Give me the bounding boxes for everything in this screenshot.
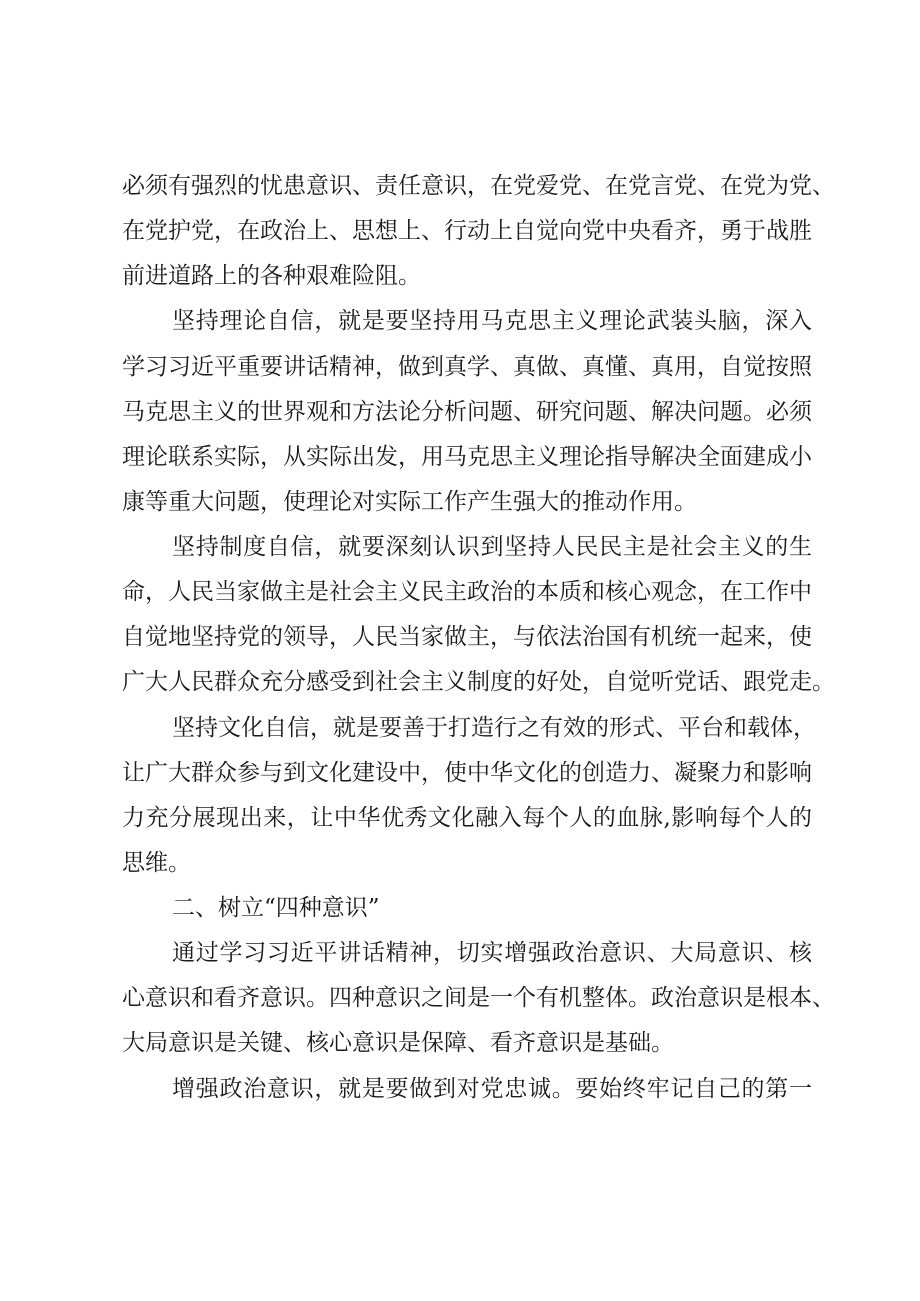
text-line: 命，人民当家做主是社会主义民主政治的本质和核心观念，在工作中 [122, 579, 812, 605]
text-line: 力充分展现出来，让中华优秀文化融入每个人的血脉,影响每个人的 [122, 805, 812, 831]
text-line: 增强政治意识，就是要做到对党忠诚。要始终牢记自己的第一 [172, 1076, 812, 1102]
text-line: 前进道路上的各种艰难险阻。 [122, 263, 421, 289]
text-line: 通过学习习近平讲话精神，切实增强政治意识、大局意识、核 [172, 940, 812, 966]
text-line: 必须有强烈的忧患意识、责任意识，在党爱党、在党言党、在党为党、 [122, 173, 835, 199]
text-line: 马克思主义的世界观和方法论分析问题、研究问题、解决问题。必须 [122, 399, 812, 425]
text-line: 坚持文化自信，就是要善于打造行之有效的形式、平台和载体， [172, 715, 816, 741]
text-line: 广大人民群众充分感受到社会主义制度的好处，自觉听党话、跟党走。 [122, 669, 835, 695]
text-line: 坚持理论自信，就是要坚持用马克思主义理论武装头脑，深入 [172, 308, 812, 334]
text-line: 自觉地坚持党的领导，人民当家做主，与依法治国有机统一起来，使 [122, 624, 812, 650]
text-line: 坚持制度自信，就要深刻认识到坚持人民民主是社会主义的生 [172, 534, 812, 560]
text-line: 康等重大问题，使理论对实际工作产生强大的推动作用。 [122, 489, 697, 515]
text-line: 在党护党，在政治上、思想上、行动上自觉向党中央看齐，勇于战胜 [122, 218, 812, 244]
text-line: 学习习近平重要讲话精神，做到真学、真做、真懂、真用，自觉按照 [122, 354, 812, 380]
text-line: 心意识和看齐意识。四种意识之间是一个有机整体。政治意识是根本、 [122, 985, 835, 1011]
text-line: 让广大群众参与到文化建设中，使中华文化的创造力、凝聚力和影响 [122, 760, 812, 786]
heading-text: 二、树立“四种意识” [172, 895, 380, 921]
text-line: 理论联系实际，从实际出发，用马克思主义理论指导解决全面建成小 [122, 444, 812, 470]
text-line: 思维。 [122, 850, 191, 876]
text-line: 大局意识是关键、核心意识是保障、看齐意识是基础。 [122, 1030, 674, 1056]
